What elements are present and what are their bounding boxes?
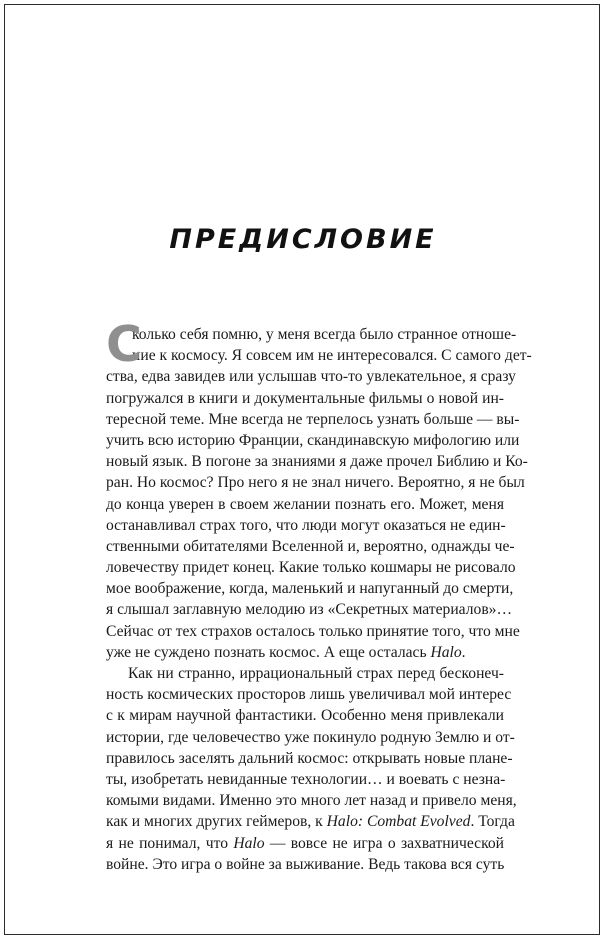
text-line: останавливал страх того, что люди могут оказаться не един-	[106, 516, 506, 534]
text-line: ран. Но космос? Про него я не знал ничего. Вероятно, я не был	[106, 474, 525, 492]
text-line: истории, где человечество уже покинуло родную Землю и от-	[106, 728, 515, 746]
text-line: до конца уверен в своем желании познать его. Может, меня	[106, 495, 504, 513]
text-line: комыми видами. Именно это много лет назад и привело меня,	[106, 792, 517, 810]
text-line: войне. Это игра о войне за выживание. Ведь такова вся суть	[106, 855, 505, 873]
text-line: ловечеству придет конец. Какие только кошмары не рисовало	[106, 559, 516, 577]
body-text	[106, 316, 532, 875]
text-line: я не понимал, что Halo — вовсе не игра о захватнической	[106, 834, 504, 852]
text-line: ства, едва завидев или услышав что-то увлекательное, я сразу	[106, 368, 516, 386]
text-line: правилось заселять дальний космос: открывать новые плане-	[106, 749, 513, 767]
text-line: ние к космосу. Я совсем им не интересовался. С самого дет-	[132, 347, 532, 365]
chapter-title: ПРЕДИСЛОВИЕ	[169, 224, 437, 255]
text-line: с к мирам научной фантастики. Особенно меня привлекали	[106, 707, 504, 725]
text-line: учить всю историю Франции, скандинавскую мифологию или	[106, 431, 520, 449]
text-line: мое воображение, когда, маленький и напуганный до смерти,	[106, 580, 514, 598]
text-line: Как ни странно, иррациональный страх перед бесконеч-	[128, 665, 504, 682]
text-line: как и многих других геймеров, к Halo: Combat Evolved. Тогда	[106, 813, 515, 831]
text-line: я слышал заглавную мелодию из «Секретных материалов»…	[106, 601, 513, 619]
text-line: новый язык. В погоне за знаниями я даже прочел Библию и Ко-	[106, 453, 528, 471]
drop-cap: С	[106, 316, 142, 373]
text-line: уже не суждено познать космос. А еще осталась Halo.	[106, 643, 466, 661]
text-line: ность космических просторов лишь увеличивал мой интерес	[106, 686, 512, 704]
text-line: ственными обитателями Вселенной и, вероятно, однажды че-	[106, 537, 515, 555]
paragraph-2	[106, 663, 517, 875]
text-line: ты, изобретать невиданные технологии… и воевать с незна-	[106, 770, 506, 788]
paragraph-1	[106, 316, 532, 663]
text-line: Сейчас от тех страхов осталось только принятие того, что мне	[106, 622, 520, 640]
text-line: тересной теме. Мне всегда не терпелось узнать больше — вы-	[106, 410, 520, 428]
text-line: колько себя помню, у меня всегда было странное отноше-	[132, 326, 517, 343]
text-line: погружался в книги и документальные фильмы о новой ин-	[106, 389, 504, 407]
